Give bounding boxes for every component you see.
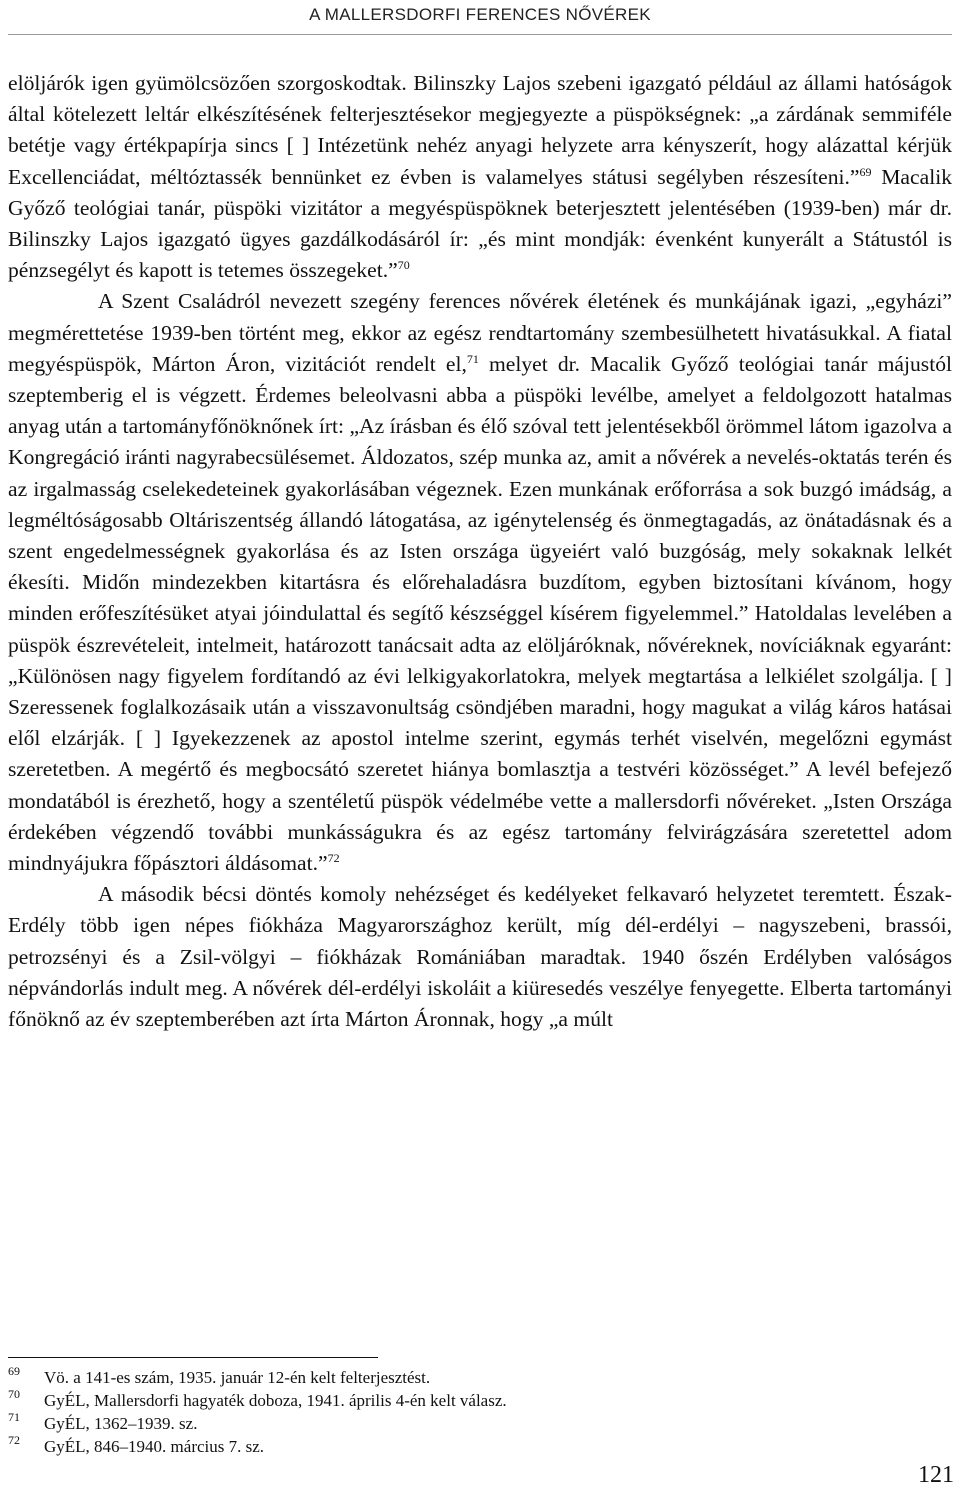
paragraph-2: [8, 286, 952, 879]
footnote-text: Vö. a 141-es szám, 1935. január 12-én kelt felterjesztést.: [44, 1368, 431, 1387]
footnote-70: [8, 1389, 952, 1412]
footnote-number: 69: [8, 1364, 20, 1378]
footnote-ref-72[interactable]: 72: [327, 851, 340, 866]
paragraph-text: A Szent Családról nevezett szegény ferences nővérek életének és munkájának igazi, „egyházi” megmérettetése 1939-ben történt meg, ekkor az egész rendtartomány szembesülhetett hivatásukkal. A fiatal megyéspüspök, Márton Áron, vizitációt rendelt el,: [8, 289, 952, 376]
footnote-72: [8, 1435, 952, 1458]
running-head: A MALLERSDORFI FERENCES NŐVÉREK: [309, 5, 651, 24]
footnote-rule: [8, 1357, 378, 1358]
footnote-ref-69[interactable]: 69: [859, 164, 872, 179]
paragraph-text: melyet dr. Macalik Győző teológiai tanár májustól szeptemberig el is végzett. Érdemes beleolvasni abba a püspöki levélbe, amelyet a feldolgozott hatalmas anyag után a tartományfőnöknőnek írt: „Az írásban és élő szóval tett jelentésekből örömmel látom igazolva a Kongregáció iránti nagyrabecsülésemet. Áldozatos, szép munka az, amit a nővérek a nevelés-oktatás terén és az irgalmasság cselekedeteinek gyakorlásában végeznek. Ezen munkának erőforrása a sok buzgó imádság, a legméltóságosabb Oltáriszentség állandó látogatása, az igénytelenség és önmegtagadás, az önátadásnak és a szent engedelmességnek gyakorlása és az Isten országa ügyeiért való buzgóság, mely sokaknak lelkét ékesíti. Midőn mindezekben kitartásra és előrehaladásra buzdítom, egyben biztosítani kívánom, hogy minden erőfeszítésüket atyai jóindulattal és segítő készséggel kísérem figyelemmel.” Hatoldalas levelében a püspök észrevételeit, intelmeit, határozott tanácsait adta az elöljáróknak, nővéreknek, novíciáknak egyaránt: „Különösen nagy figyelem fordítandó az évi lelkigyakorlatokra, melyek megtartása a lelkiélet szolgálja. [ ] Szeressenek foglalkozásaik után a visszavonultság csöndjében maradni, hogy magukat a világ káros hatásai elől elzárják. [ ] Igyekezzenek az apostol intelme szerint, egymás terhét viselvén, megelőzni egymást szeretetben. A megértő és megbocsátó szeretet hiánya bomlasztja a testvéri közösséget.” A levél befejező mondatából is érezhető, hogy a szentéletű püspök védelmébe vette a mallersdorfi nővéreket. „Isten Országa érdekében végzendő további munkásságukra és az egész tartomány felvirágzására szeretettel adom mindnyájukra főpásztori áldásomat.”: [8, 351, 952, 876]
footnote-71: [8, 1412, 952, 1435]
footnote-text: GyÉL, Mallersdorfi hagyaték doboza, 1941. április 4-én kelt válasz.: [44, 1391, 507, 1410]
footnote-text: GyÉL, 846–1940. március 7. sz.: [44, 1437, 265, 1456]
footnote-text: GyÉL, 1362–1939. sz.: [44, 1414, 198, 1433]
header-rule: [8, 34, 952, 35]
footnote-ref-71[interactable]: 71: [466, 351, 479, 366]
paragraph-text: Macalik Győző teológiai tanár, püspöki vizitátor a megyéspüspöknek beterjesztett jelentésében (1939-ben) már dr. Bilinszky Lajos igazgató ügyes gazdálkodásáról ír: „és mint mondják: évenként kunyerált a Státustól is pénzsegélyt és kapott is tetemes összegeket.”: [8, 164, 952, 283]
footnote-ref-70[interactable]: 70: [397, 258, 410, 273]
paragraph-text: A második bécsi döntés komoly nehézséget és kedélyeket felkavaró helyzetet teremtett. Észak-Erdély több igen népes fiókháza Magyarországhoz került, míg dél-erdélyi – nagyszebeni, brassói, petrozsényi és a Zsil-völgyi – fiókházak Romániában maradtak. 1940 őszén Erdélyben valóságos népvándorlás indult meg. A nővérek dél-erdélyi iskoláit a kiüresedés veszélye fenyegette. Elberta tartományi főnöknő az év szeptemberében azt írta Márton Áronnak, hogy „a múlt: [8, 882, 952, 1032]
footnote-69: [8, 1366, 952, 1389]
footnote-number: 72: [8, 1433, 20, 1447]
paragraph-1: [8, 68, 952, 286]
page-number: 121: [918, 1462, 954, 1488]
body-text: [8, 68, 952, 1035]
paragraph-3: [8, 879, 952, 1035]
footnotes: [8, 1366, 952, 1458]
footnote-number: 70: [8, 1387, 20, 1401]
paragraph-text: elöljárók igen gyümölcsözően szorgoskodtak. Bilinszky Lajos szebeni igazgató például az állami hatóságok által kötelezett leltár elkészítésének felterjesztésekor megjegyezte a püspökségnek: „a zárdának semmiféle betétje vagy értékpapírja sincs [ ] Intézetünk nehéz anyagi helyzete arra kényszerít, hogy alázattal kérjük Excellenciádat, méltóztassék bennünket ez évben is valamelyes státusi segélyben részesíteni.”: [8, 71, 952, 189]
footnote-number: 71: [8, 1410, 20, 1424]
